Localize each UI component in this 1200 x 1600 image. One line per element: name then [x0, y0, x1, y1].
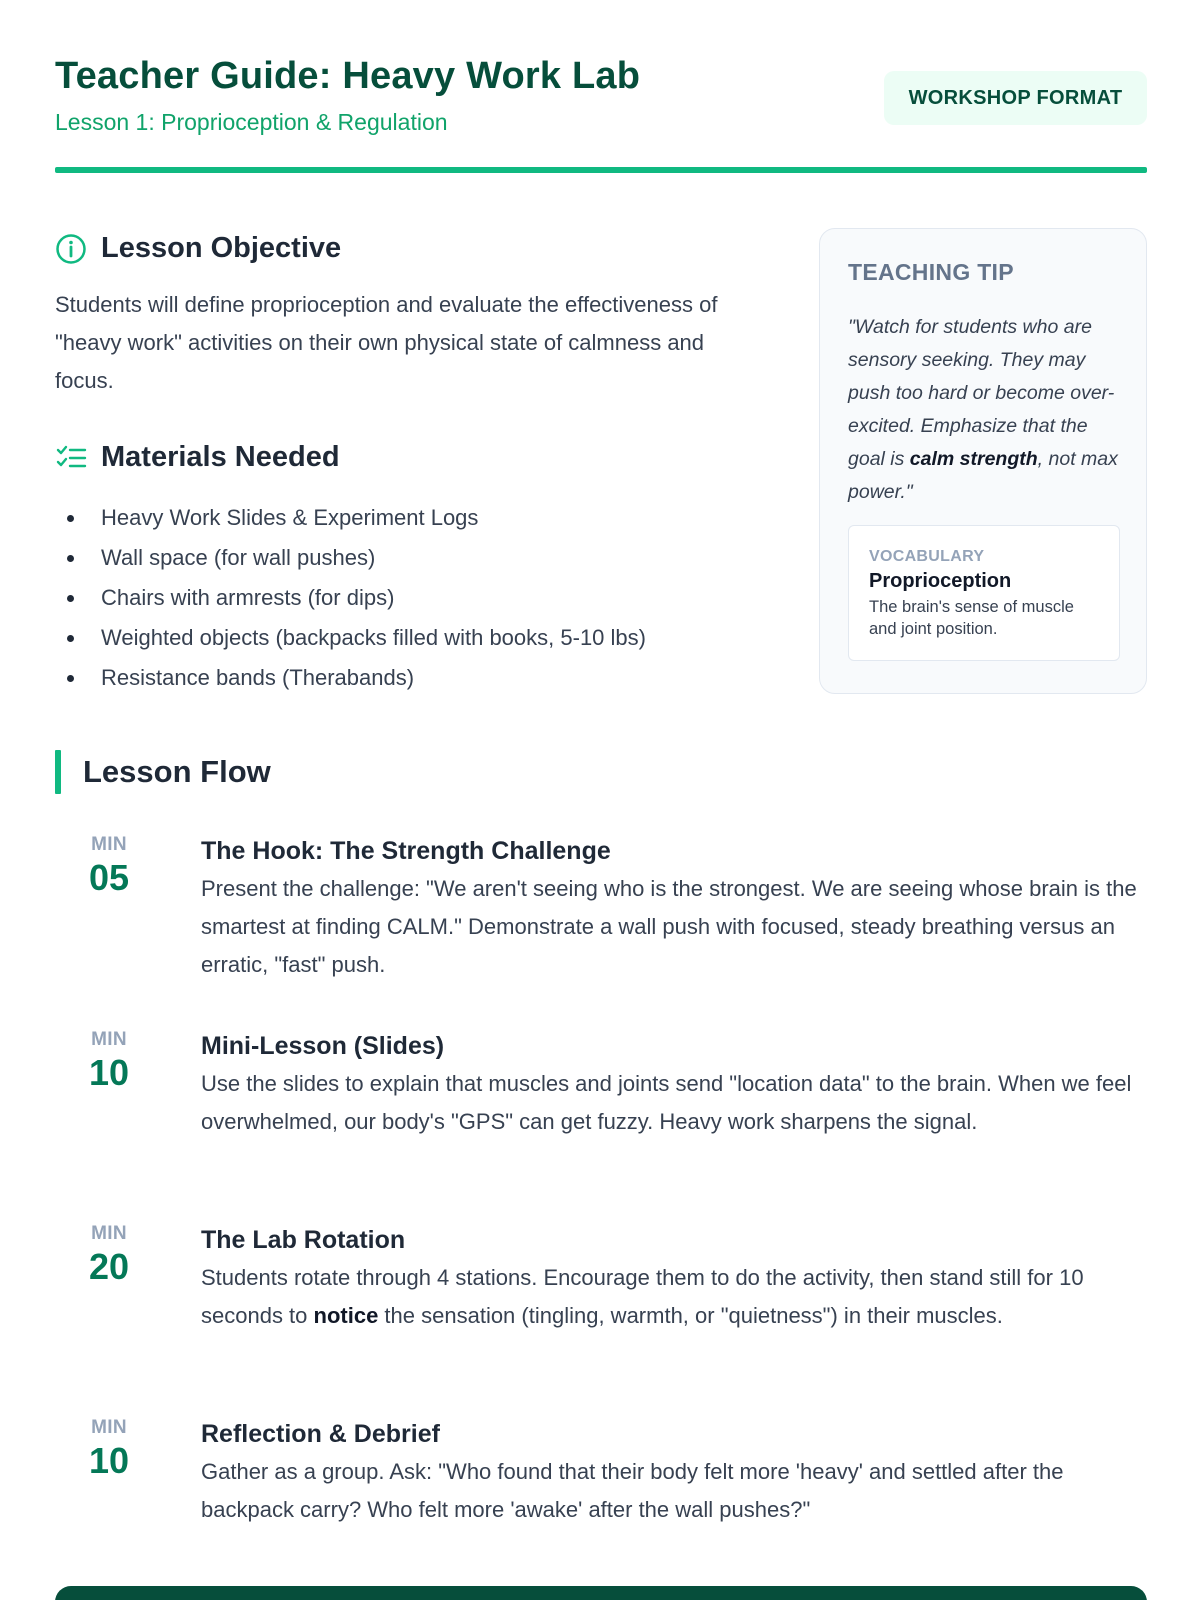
teaching-tip-quote — [848, 311, 1124, 509]
step-min-label: MIN — [91, 1029, 127, 1050]
lesson-flow-heading — [55, 750, 271, 794]
vocabulary-definition: The brain's sense of muscle and joint position. — [869, 598, 1074, 638]
step-text-start: Students rotate through 4 stations. Encourage them to do the activity, then stand still for 10 seconds to — [201, 1265, 1084, 1328]
step-text — [201, 1259, 1147, 1335]
step-text-emphasis: notice — [313, 1303, 379, 1328]
page-title: Teacher Guide: Heavy Work Lab — [55, 55, 641, 97]
format-badge: WORKSHOP FORMAT — [884, 71, 1147, 125]
list-item: Heavy Work Slides & Experiment Logs — [55, 498, 795, 538]
materials-title: Materials Needed — [101, 441, 340, 473]
step-body — [201, 1223, 1147, 1335]
step-text: Gather as a group. Ask: "Who found that their body felt more 'heavy' and settled after the backpack carry? Who felt more 'awake' after the wall pushes?" — [201, 1459, 1064, 1522]
vocabulary-label: VOCABULARY — [869, 548, 985, 565]
objective-title: Lesson Objective — [101, 232, 342, 264]
step-duration — [81, 834, 137, 898]
teacher-guide-page — [55, 0, 1147, 1600]
step-text: Use the slides to explain that muscles and joints send "location data" to the brain. When we feel overwhelmed, our body's "GPS" can get fuzzy. Heavy work sharpens the signal. — [201, 1071, 1132, 1134]
step-text-end: the sensation (tingling, warmth, or "quietness") in their muscles. — [378, 1303, 1003, 1328]
vocabulary-term: Proprioception — [869, 570, 1012, 592]
step-title: Reflection & Debrief — [201, 1420, 440, 1448]
step-title: Mini-Lesson (Slides) — [201, 1032, 445, 1060]
step-minutes: 05 — [88, 857, 130, 898]
step-duration — [81, 1029, 137, 1093]
step-title: The Hook: The Strength Challenge — [201, 837, 611, 865]
list-item: Wall space (for wall pushes) — [55, 538, 795, 578]
step-body — [201, 1029, 1147, 1141]
step-min-label: MIN — [91, 1417, 127, 1438]
teaching-tip-card — [819, 228, 1147, 694]
list-item: Chairs with armrests (for dips) — [55, 578, 795, 618]
tip-quote-start: "Watch for students who are sensory seeking. They may push too hard or become over-excited. Emphasize that the goal is — [848, 316, 1115, 470]
tip-quote-emphasis: calm strength — [909, 448, 1038, 470]
step-minutes: 10 — [88, 1052, 130, 1093]
flow-accent-bar — [55, 750, 61, 794]
step-min-label: MIN — [91, 1223, 127, 1244]
page-subtitle: Lesson 1: Proprioception & Regulation — [55, 109, 448, 135]
checklist-icon — [55, 442, 87, 474]
list-item: Resistance bands (Therabands) — [55, 658, 795, 698]
step-text: Present the challenge: "We aren't seeing who is the strongest. We are seeing whose brain is the smartest at finding CALM." Demonstrate a wall push with focused, steady breathing versus an erratic, "fast" push. — [201, 876, 1137, 977]
objective-heading — [55, 232, 341, 265]
list-item: Weighted objects (backpacks filled with books, 5-10 lbs) — [55, 618, 795, 658]
page-header — [55, 55, 1147, 175]
step-duration — [81, 1417, 137, 1481]
step-minutes: 10 — [88, 1440, 130, 1481]
vocabulary-box — [848, 525, 1120, 661]
header-divider — [55, 167, 1147, 173]
step-body — [201, 1417, 1147, 1529]
tip-quote-end: , not max power." — [848, 448, 1118, 503]
step-min-label: MIN — [91, 834, 127, 855]
materials-heading — [55, 441, 340, 474]
step-duration — [81, 1223, 137, 1287]
step-title: The Lab Rotation — [201, 1226, 406, 1254]
step-body — [201, 834, 1147, 984]
lesson-flow-title: Lesson Flow — [83, 754, 271, 789]
step-minutes: 20 — [88, 1246, 130, 1287]
objective-text: Students will define proprioception and evaluate the effectiveness of "heavy work" activities on their own physical state of calmness and focus. — [55, 292, 718, 393]
materials-list — [55, 498, 795, 698]
teaching-tip-title: TEACHING TIP — [848, 259, 1014, 285]
info-circle-icon — [55, 233, 87, 265]
footer-bar — [55, 1586, 1147, 1600]
